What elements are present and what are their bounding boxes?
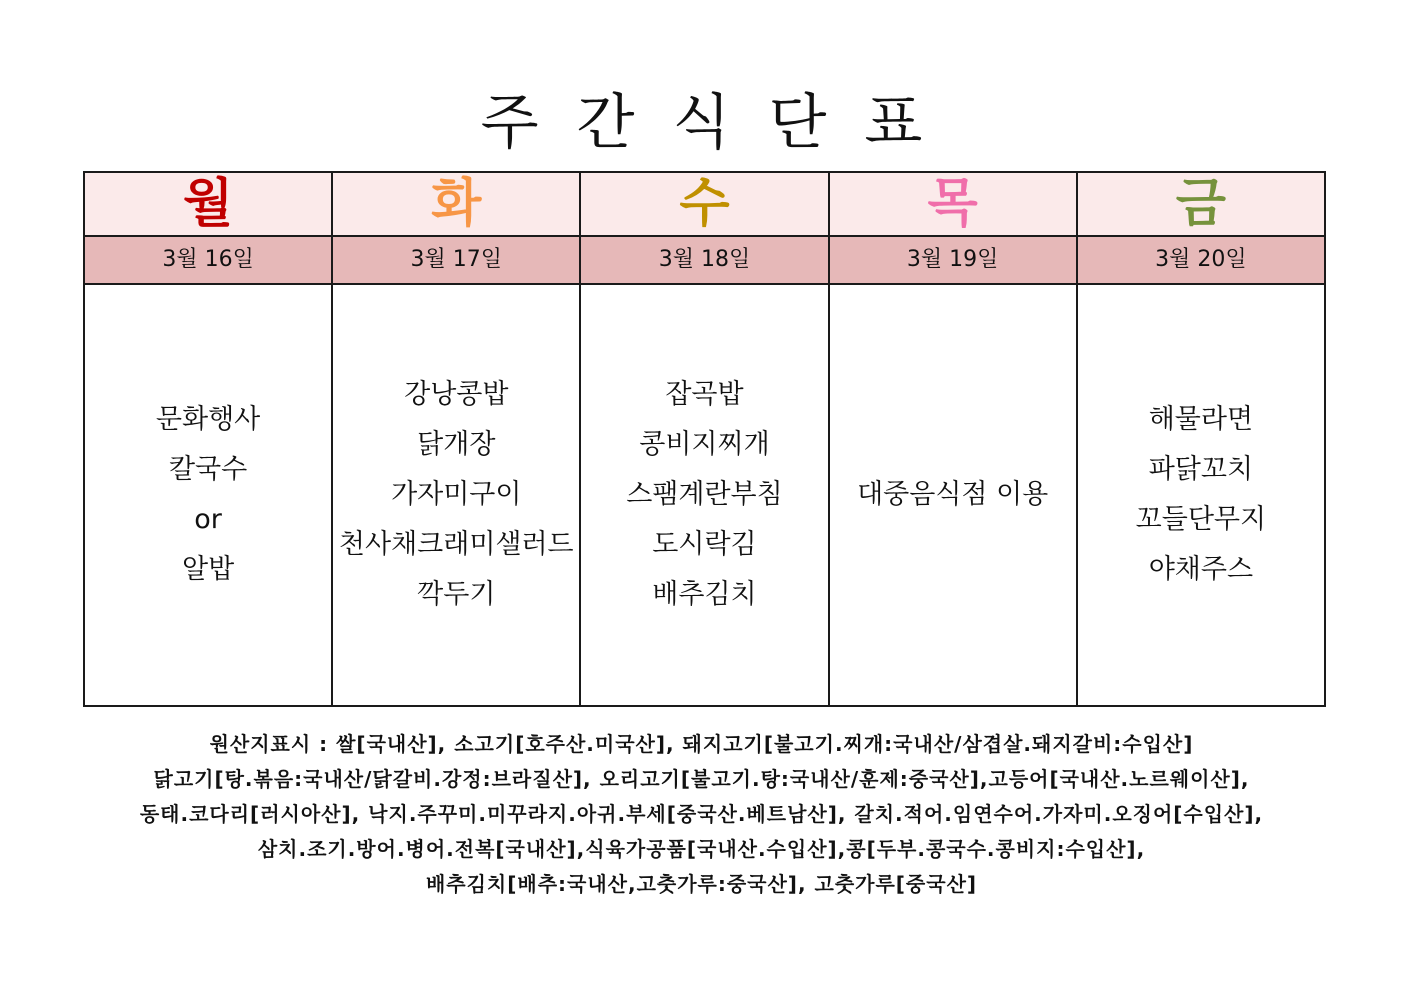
date-fri: 3월 20일	[1077, 236, 1325, 284]
page-title: 주간식단표	[480, 88, 961, 158]
menu-list	[581, 370, 827, 620]
menu-list	[333, 370, 579, 620]
menu-item: 배추김치	[652, 579, 757, 610]
menu-item: 꼬들단무지	[1135, 504, 1267, 535]
menu-item: 파닭꼬치	[1148, 454, 1254, 485]
menu-item: 닭개장	[417, 429, 496, 460]
menu-row	[84, 284, 1325, 706]
menu-item: or	[194, 504, 222, 535]
menu-item: 해물라면	[1148, 404, 1254, 435]
menu-list	[1078, 395, 1324, 595]
menu-item: 야채주스	[1148, 554, 1254, 585]
menu-item: 칼국수	[168, 454, 248, 485]
menu-item: 가자미구이	[391, 479, 522, 510]
origin-line: 원산지표시 : 쌀[국내산], 소고기[호주산.미국산], 돼지고기[불고기.찌개:국내산/삼겹살.돼지갈비:수입산]	[209, 732, 1194, 756]
origin-notice	[0, 727, 1403, 902]
origin-line: 배추김치[배추:국내산,고춧가루:중국산], 고춧가루[중국산]	[425, 872, 978, 896]
menu-item: 대중음식점 이용	[857, 479, 1049, 510]
date-wed: 3월 18일	[580, 236, 828, 284]
weekday-thu	[829, 172, 1077, 236]
menu-list	[85, 395, 331, 595]
menu-item: 알밥	[182, 554, 235, 585]
menu-item: 콩비지찌개	[639, 429, 770, 460]
menu-fri	[1077, 284, 1325, 706]
weekday-label: 월	[182, 174, 234, 234]
date-tue: 3월 17일	[332, 236, 580, 284]
menu-item: 잡곡밥	[665, 379, 744, 410]
menu-item: 강낭콩밥	[404, 379, 509, 410]
weekday-header-row	[84, 172, 1325, 236]
weekday-wed	[580, 172, 828, 236]
weekday-tue	[332, 172, 580, 236]
menu-thu	[829, 284, 1077, 706]
weekday-label: 금	[1175, 174, 1226, 234]
date-mon: 3월 16일	[84, 236, 332, 284]
weekday-label: 목	[927, 174, 978, 234]
origin-line: 동태.코다리[러시아산], 낙지.주꾸미.미꾸라지.아귀.부세[중국산.베트남산], 갈치.적어.임연수어.가자미.오징어[수입산],	[139, 802, 1264, 826]
weekday-mon	[84, 172, 332, 236]
date-row	[84, 236, 1325, 284]
origin-line: 삼치.조기.방어.병어.전복[국내산],식육가공품[국내산.수입산],콩[두부.콩국수.콩비지:수입산],	[257, 837, 1146, 861]
date-thu: 3월 19일	[829, 236, 1077, 284]
weekday-fri	[1077, 172, 1325, 236]
menu-item: 문화행사	[155, 404, 261, 435]
weekday-label: 화	[431, 174, 482, 234]
menu-list	[830, 470, 1076, 520]
menu-item: 천사채크래미샐러드	[338, 529, 574, 560]
menu-tue	[332, 284, 580, 706]
weekday-label: 수	[679, 174, 730, 234]
menu-item: 도시락김	[652, 529, 757, 560]
weekly-menu-table	[83, 171, 1326, 707]
origin-line: 닭고기[탕.볶음:국내산/닭갈비.강정:브라질산], 오리고기[불고기.탕:국내산/훈제:중국산],고등어[국내산.노르웨이산],	[153, 767, 1250, 791]
menu-wed	[580, 284, 828, 706]
menu-item: 깍두기	[417, 579, 496, 610]
menu-mon	[84, 284, 332, 706]
menu-item: 스팸계란부침	[626, 479, 783, 510]
